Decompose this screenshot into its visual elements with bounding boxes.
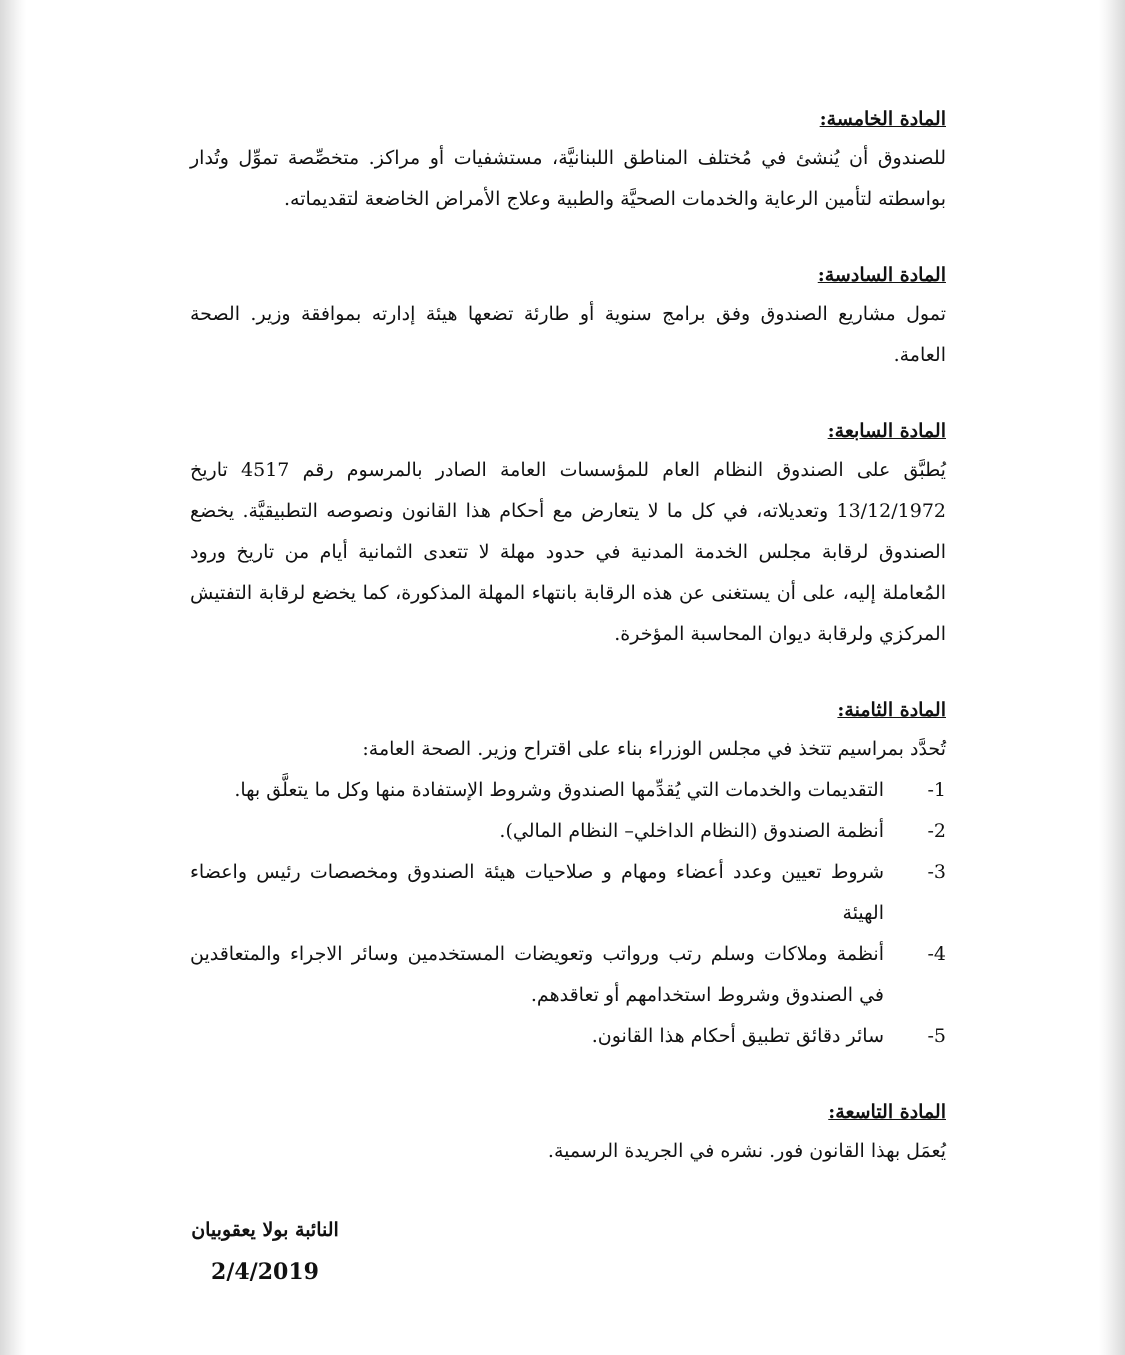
- list-item-number: -3: [927, 861, 946, 883]
- article-title: المادة الخامسة:: [819, 108, 946, 130]
- article-title: المادة السابعة:: [827, 420, 946, 442]
- article-5: [190, 100, 946, 220]
- article-6: [190, 256, 946, 376]
- list-item-text: أنظمة الصندوق (النظام الداخلي– النظام المالي).: [499, 820, 884, 842]
- signature-block: [180, 1210, 350, 1294]
- article-paragraph: تمول مشاريع الصندوق وفق برامج سنوية أو طارئة تضعها هيئة إدارته بموافقة وزير. الصحة العامة.: [190, 303, 946, 366]
- list-item-number: -1: [927, 779, 946, 801]
- list-item: [190, 934, 946, 1016]
- signature-date: 2/4/2019: [211, 1259, 319, 1285]
- document-body: [190, 100, 946, 1208]
- article-7: [190, 412, 946, 655]
- article-title: المادة التاسعة:: [828, 1101, 946, 1123]
- page-edge-right: [1099, 0, 1125, 1355]
- page-edge-left: [0, 0, 26, 1355]
- article-8: [190, 691, 946, 1057]
- article-8-list: [190, 770, 946, 1057]
- list-item: [190, 811, 946, 852]
- list-item-text: التقديمات والخدمات التي يُقدِّمها الصندوق وشروط الإستفادة منها وكل ما يتعلَّق بها.: [234, 779, 884, 801]
- article-paragraph: يُعمَل بهذا القانون فور. نشره في الجريدة الرسمية.: [547, 1140, 946, 1162]
- list-item-text: شروط تعيين وعدد أعضاء ومهام و صلاحيات هيئة الصندوق ومخصصات رئيس واعضاء الهيئة: [190, 861, 884, 924]
- article-intro: تُحدَّد بمراسيم تتخذ في مجلس الوزراء بناء على اقتراح وزير. الصحة العامة:: [362, 738, 946, 760]
- list-item-text: سائر دقائق تطبيق أحكام هذا القانون.: [591, 1025, 884, 1047]
- article-title: المادة السادسة:: [817, 264, 946, 286]
- article-paragraph: يُطبَّق على الصندوق النظام العام للمؤسسات العامة الصادر بالمرسوم رقم 4517 تاريخ 13/12/1972 وتعديلاته، في كل ما لا يتعارض مع أحكام هذا القانون ونصوصه التطبيقيَّة. يخضع الصندوق لرقابة مجلس الخدمة المدنية في حدود مهلة لا تتعدى الثمانية أيام من تاريخ ورود المُعاملة إليه، على أن يستغنى عن هذه الرقابة بانتهاء المهلة المذكورة، كما يخضع لرقابة التفتيش المركزي ولرقابة ديوان المحاسبة المؤخرة.: [190, 459, 946, 645]
- list-item: [190, 1016, 946, 1057]
- list-item: [190, 770, 946, 811]
- article-9: [190, 1093, 946, 1172]
- article-paragraph: للصندوق أن يُنشئ في مُختلف المناطق اللبنانيَّة، مستشفيات أو مراكز. متخصِّصة تموِّل وتُدار بواسطته لتأمين الرعاية والخدمات الصحيَّة والطبية وعلاج الأمراض الخاضعة لتقديماته.: [190, 147, 946, 210]
- list-item-number: -2: [927, 820, 946, 842]
- signatory-name: النائبة بولا يعقوبيان: [191, 1219, 339, 1241]
- list-item-number: -4: [927, 943, 946, 965]
- list-item-number: -5: [927, 1025, 946, 1047]
- list-item-text: أنظمة وملاكات وسلم رتب ورواتب وتعويضات المستخدمين وسائر الاجراء والمتعاقدين في الصندوق وشروط استخدامهم أو تعاقدهم.: [190, 943, 884, 1006]
- list-item: [190, 852, 946, 934]
- article-title: المادة الثامنة:: [837, 699, 946, 721]
